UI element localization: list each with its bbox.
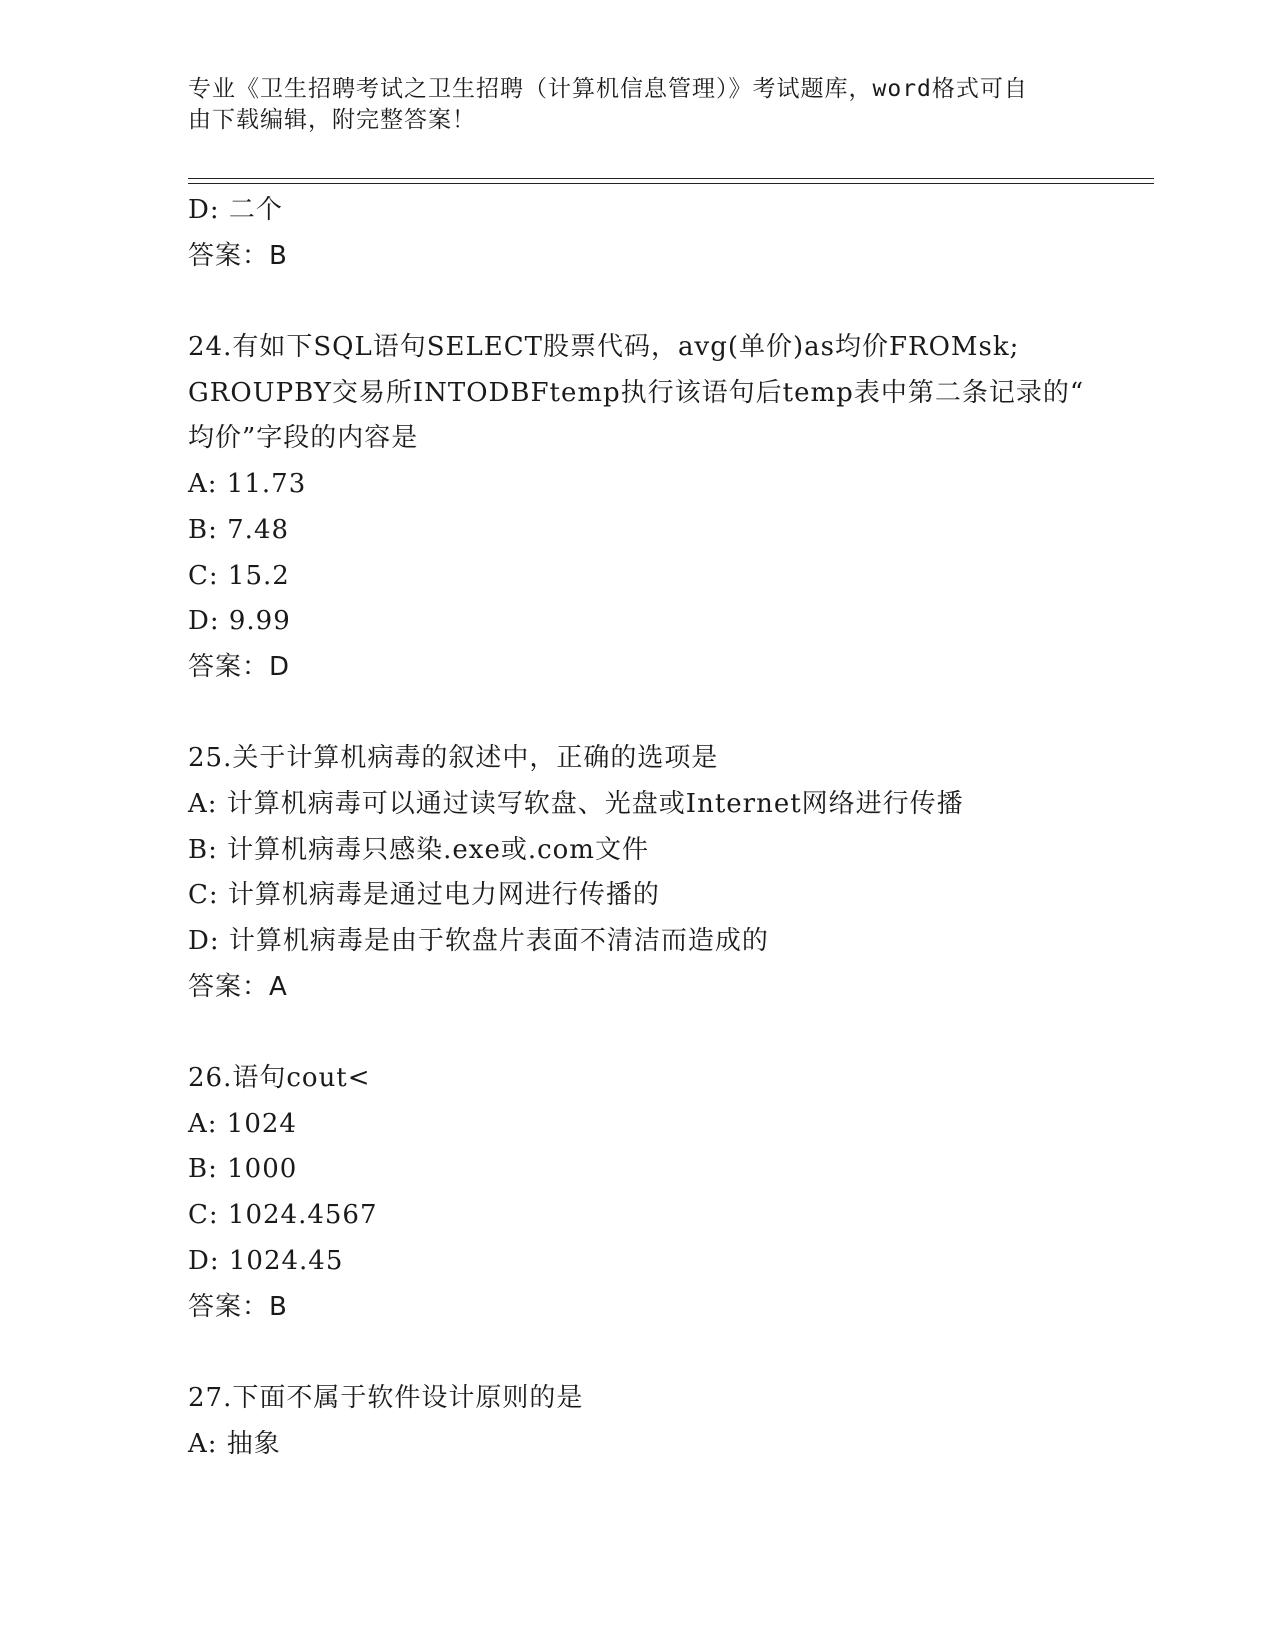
header-line-2: 由下载编辑，附完整答案！ <box>188 107 476 133</box>
question-stem: GROUPBY交易所INTODBFtemp执行该语句后temp表中第二条记录的“ <box>188 377 1085 408</box>
option-b: B: 1000 <box>188 1154 298 1185</box>
option-d: D: 1024.45 <box>188 1245 344 1276</box>
answer-line: 答案：B <box>188 1291 288 1322</box>
header-divider-bottom <box>188 183 1154 184</box>
document-header <box>188 74 1068 136</box>
option-d: D: 二个 <box>188 195 283 225</box>
spacer <box>188 691 1108 737</box>
option-a: A: 1024 <box>188 1108 297 1139</box>
header-line-1: 专业《卫生招聘考试之卫生招聘（计算机信息管理）》考试题库，word格式可自 <box>188 76 1028 102</box>
option-d: D: 9.99 <box>188 606 291 637</box>
option-b: B: 计算机病毒只感染.exe或.com文件 <box>188 834 649 865</box>
question-24 <box>188 325 1108 691</box>
option-b: B: 7.48 <box>188 514 290 545</box>
answer-line: 答案：D <box>188 651 291 682</box>
option-a: A: 计算机病毒可以通过读写软盘、光盘或Internet网络进行传播 <box>188 788 964 819</box>
spacer <box>188 1330 1108 1376</box>
question-stem: 26.语句cout< <box>188 1063 371 1094</box>
header-divider-top <box>188 178 1154 179</box>
question-27 <box>188 1376 1108 1467</box>
option-c: C: 计算机病毒是通过电力网进行传播的 <box>188 880 660 911</box>
answer-line: 答案：A <box>188 971 288 1002</box>
question-26 <box>188 1056 1108 1330</box>
previous-question-tail <box>188 188 1108 279</box>
question-stem: 均价”字段的内容是 <box>188 423 419 454</box>
question-list <box>188 188 1108 1467</box>
spacer <box>188 279 1108 325</box>
option-c: C: 1024.4567 <box>188 1200 378 1231</box>
question-stem: 27.下面不属于软件设计原则的是 <box>188 1382 584 1413</box>
option-a: A: 抽象 <box>188 1428 281 1459</box>
spacer <box>188 1010 1108 1056</box>
question-stem: 25.关于计算机病毒的叙述中，正确的选项是 <box>188 743 719 774</box>
question-stem: 24.有如下SQL语句SELECT股票代码，avg(单价)as均价FROMsk; <box>188 332 1020 363</box>
answer-line: 答案：B <box>188 240 288 271</box>
question-25 <box>188 736 1108 1010</box>
option-a: A: 11.73 <box>188 469 307 500</box>
option-d: D: 计算机病毒是由于软盘片表面不清洁而造成的 <box>188 926 769 956</box>
option-c: C: 15.2 <box>188 560 290 591</box>
